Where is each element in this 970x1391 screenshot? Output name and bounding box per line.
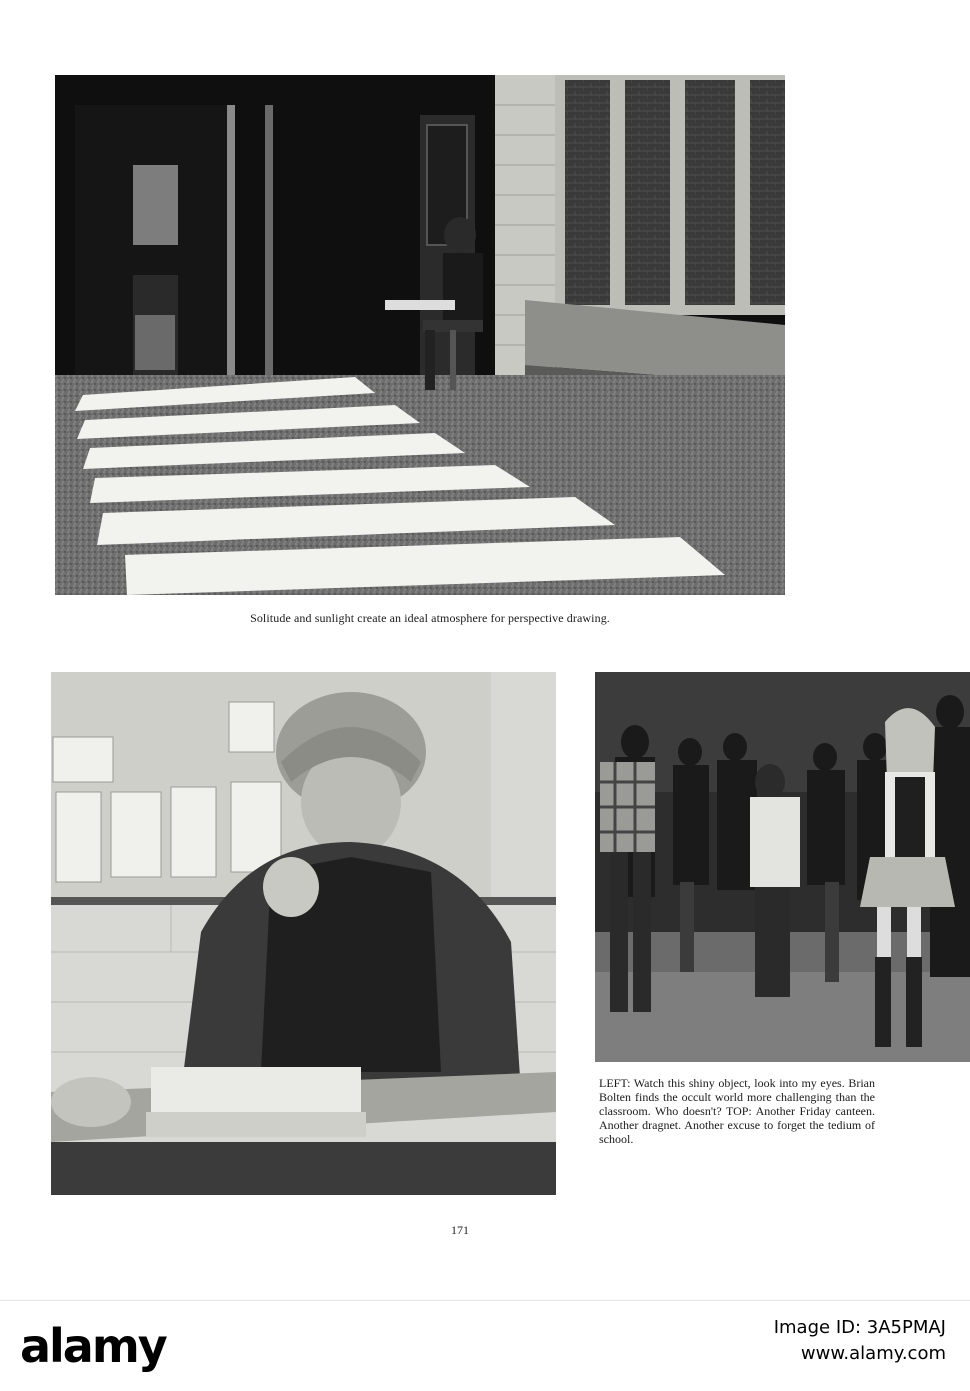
image-id-block: [774, 1315, 946, 1367]
friday-canteen-photo: [595, 672, 970, 1062]
hallway-photo-caption: Solitude and sunlight create an ideal atmosphere for perspective drawing.: [250, 611, 610, 625]
canteen-photo-caption: LEFT: Watch this shiny object, look into my eyes. Brian Bolten finds the occult world more challenging than the classroom. Who doesn't? TOP: Another Friday canteen. Another dragnet. Another excuse to forget the tedium of school.: [599, 1076, 875, 1146]
student-at-desk-photo: [51, 672, 556, 1195]
watermark-footer: [0, 1300, 970, 1391]
hallway-photo: [55, 75, 785, 595]
image-id: Image ID: 3A5PMAJ: [773, 1317, 946, 1338]
alamy-logo: alamy: [20, 1319, 166, 1373]
site-url: www.alamy.com: [800, 1343, 946, 1364]
page-number: 171: [451, 1223, 469, 1237]
